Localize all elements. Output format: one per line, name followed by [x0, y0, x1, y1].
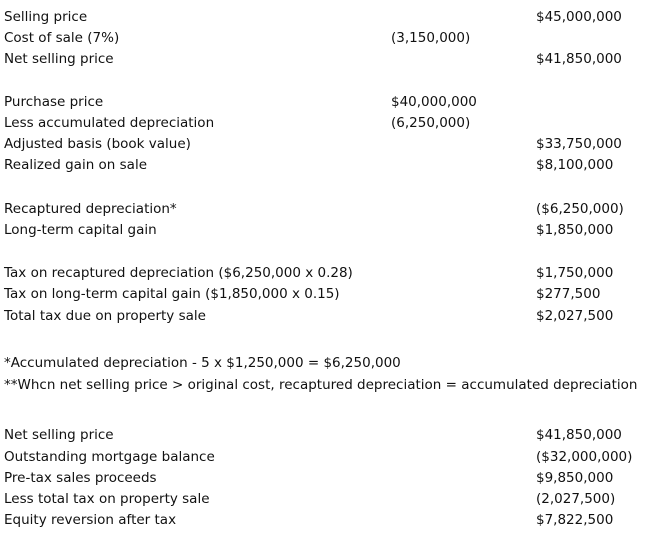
value-pretax-proceeds: $9,850,000 — [536, 470, 614, 486]
label-pretax-proceeds: Pre-tax sales proceeds — [4, 470, 157, 486]
label-tax-long-term-gain: Tax on long-term capital gain ($1,850,000 x 0.15) — [4, 286, 340, 302]
value-tax-long-term-gain: $277,500 — [536, 286, 601, 302]
value-adjusted-basis: $33,750,000 — [536, 136, 622, 152]
row-less-total-tax — [0, 489, 672, 510]
value-selling-price: $45,000,000 — [536, 9, 622, 25]
row-less-accumulated-depreciation — [0, 113, 672, 134]
label-recaptured-depreciation: Recaptured depreciation* — [4, 201, 177, 217]
row-tax-long-term-gain — [0, 284, 672, 305]
label-less-accumulated-depreciation: Less accumulated depreciation — [4, 115, 215, 131]
label-realized-gain: Realized gain on sale — [4, 157, 148, 173]
label-cost-of-sale: Cost of sale (7%) — [4, 30, 120, 46]
label-selling-price: Selling price — [4, 9, 88, 25]
row-net-selling-price — [0, 49, 672, 70]
footnote-recaptured-depreciation: **Whcn net selling price > original cost, recaptured depreciation = accumulated depreciation — [4, 377, 638, 393]
label-outstanding-mortgage: Outstanding mortgage balance — [4, 449, 215, 465]
value-less-total-tax: (2,027,500) — [536, 491, 616, 507]
value-outstanding-mortgage: ($32,000,000) — [536, 449, 633, 465]
label-net-selling-price: Net selling price — [4, 51, 114, 67]
label-long-term-capital-gain: Long-term capital gain — [4, 222, 157, 238]
row-outstanding-mortgage — [0, 447, 672, 468]
value-purchase-price: $40,000,000 — [391, 94, 477, 110]
label-tax-recaptured: Tax on recaptured depreciation ($6,250,000 x 0.28) — [4, 265, 353, 281]
value-realized-gain: $8,100,000 — [536, 157, 614, 173]
value-total-tax: $2,027,500 — [536, 308, 614, 324]
value-long-term-capital-gain: $1,850,000 — [536, 222, 614, 238]
row-long-term-capital-gain — [0, 220, 672, 241]
value-net-selling-price-2: $41,850,000 — [536, 427, 622, 443]
label-net-selling-price-2: Net selling price — [4, 427, 114, 443]
value-less-accumulated-depreciation: (6,250,000) — [391, 115, 471, 131]
row-tax-recaptured — [0, 263, 672, 284]
value-tax-recaptured: $1,750,000 — [536, 265, 614, 281]
label-adjusted-basis: Adjusted basis (book value) — [4, 136, 191, 152]
value-net-selling-price: $41,850,000 — [536, 51, 622, 67]
row-net-selling-price-2 — [0, 425, 672, 446]
value-cost-of-sale: (3,150,000) — [391, 30, 471, 46]
label-equity-reversion: Equity reversion after tax — [4, 512, 177, 528]
value-recaptured-depreciation: ($6,250,000) — [536, 201, 624, 217]
label-purchase-price: Purchase price — [4, 94, 104, 110]
row-selling-price — [0, 7, 672, 28]
row-equity-reversion — [0, 510, 672, 531]
label-total-tax: Total tax due on property sale — [4, 308, 206, 324]
row-cost-of-sale — [0, 28, 672, 49]
footnote-accumulated-depreciation: *Accumulated depreciation - 5 x $1,250,000 = $6,250,000 — [4, 355, 401, 371]
row-realized-gain — [0, 155, 672, 176]
row-adjusted-basis — [0, 134, 672, 155]
row-recaptured-depreciation — [0, 199, 672, 220]
label-less-total-tax: Less total tax on property sale — [4, 491, 210, 507]
row-purchase-price — [0, 92, 672, 113]
row-pretax-proceeds — [0, 468, 672, 489]
row-total-tax — [0, 306, 672, 327]
value-equity-reversion: $7,822,500 — [536, 512, 614, 528]
